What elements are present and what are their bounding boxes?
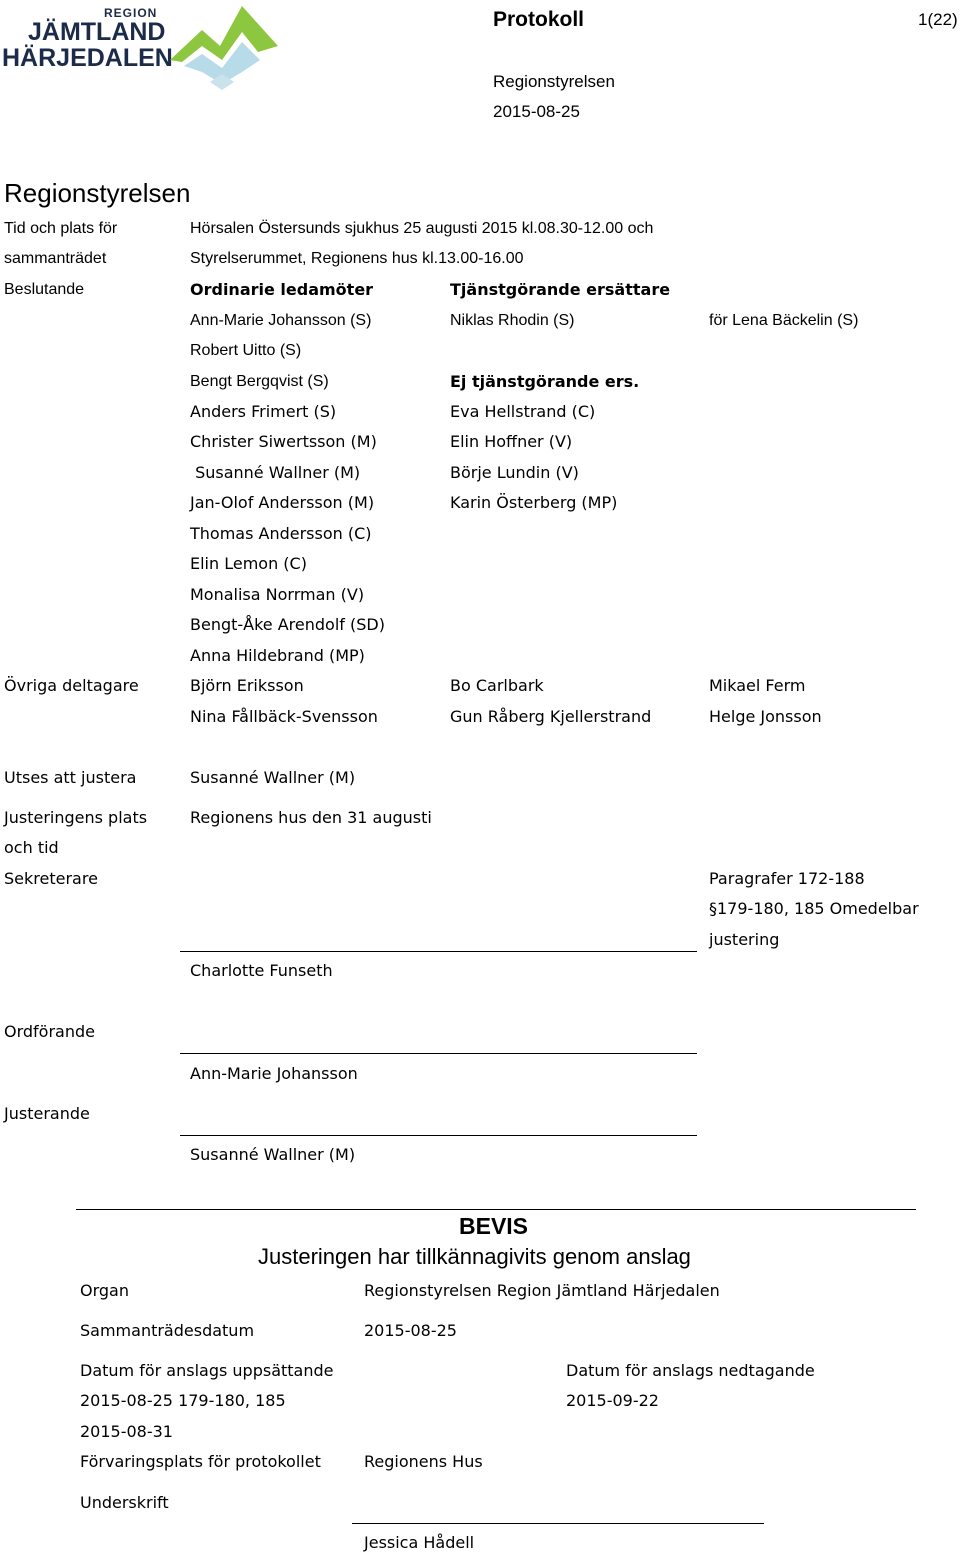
ordinarie-header: Ordinarie ledamöter [190, 280, 374, 299]
organ-label: Organ [80, 1281, 129, 1300]
ordinarie-member: Robert Uitto (S) [190, 342, 302, 359]
ersattare-replaces: för Lena Bäckelin (S) [709, 312, 859, 329]
utses-label: Utses att justera [4, 768, 137, 787]
document-type: Protokoll [493, 8, 585, 31]
mountain-logo-icon [162, 2, 282, 94]
page-title: Regionstyrelsen [4, 178, 191, 208]
ovriga-participant: Björn Eriksson [190, 676, 304, 695]
ej-tjanstgorande-member: Eva Hellstrand (C) [450, 402, 596, 421]
logo-text-small: REGION [104, 6, 158, 20]
forvaring-label: Förvaringsplats för protokollet [80, 1452, 321, 1471]
sekreterare-label: Sekreterare [4, 869, 98, 888]
ordinarie-member: Anders Frimert (S) [190, 402, 337, 421]
justerande-signature-line [180, 1135, 697, 1136]
paragrafer-line-3: justering [709, 930, 780, 949]
justerande-name: Susanné Wallner (M) [190, 1145, 356, 1164]
ordinarie-member: Bengt Bergqvist (S) [190, 373, 329, 390]
time-place-value-1: Hörsalen Östersunds sjukhus 25 augusti 2015 kl.08.30-12.00 och [190, 220, 654, 237]
ordinarie-member: Ann-Marie Johansson (S) [190, 312, 372, 329]
ovriga-participant: Bo Carlbark [450, 676, 544, 695]
time-place-label-2: sammanträdet [4, 250, 107, 267]
ej-tjanstgorande-member: Elin Hoffner (V) [450, 432, 573, 451]
ordforande-label: Ordförande [4, 1022, 95, 1041]
utses-value: Susanné Wallner (M) [190, 768, 356, 787]
sekreterare-signature-line [180, 951, 697, 952]
bevis-title: BEVIS [459, 1213, 529, 1239]
bevis-subtitle: Justeringen har tillkännagivits genom anslag [258, 1244, 691, 1269]
uppsattande-label: Datum för anslags uppsättande [80, 1361, 334, 1380]
sekreterare-name: Charlotte Funseth [190, 961, 333, 980]
sammantradesdatum-value: 2015-08-25 [364, 1321, 457, 1340]
uppsattande-value-1: 2015-08-25 179-180, 185 [80, 1391, 286, 1410]
ovriga-participant: Gun Råberg Kjellerstrand [450, 707, 652, 726]
logo-text-line1: JÄMTLAND [28, 18, 166, 46]
ovriga-label: Övriga deltagare [4, 676, 139, 695]
ovriga-participant: Nina Fållbäck-Svensson [190, 707, 378, 726]
sammantradesdatum-label: Sammanträdesdatum [80, 1321, 255, 1340]
paragrafer-line-1: Paragrafer 172-188 [709, 869, 865, 888]
header-organ: Regionstyrelsen [493, 72, 615, 91]
paragrafer-line-2: §179-180, 185 Omedelbar [709, 899, 919, 918]
time-place-value-2: Styrelserummet, Regionens hus kl.13.00-16.00 [190, 250, 524, 267]
ej-tjanstgorande-header: Ej tjänstgörande ers. [450, 372, 640, 391]
ersattare-header: Tjänstgörande ersättare [450, 280, 671, 299]
underskrift-label: Underskrift [80, 1493, 169, 1512]
ordinarie-member: Jan-Olof Andersson (M) [190, 493, 375, 512]
ordinarie-member: Bengt-Åke Arendolf (SD) [190, 615, 385, 634]
beslutande-label: Beslutande [4, 281, 85, 298]
header-date: 2015-08-25 [493, 102, 580, 121]
ej-tjanstgorande-member: Börje Lundin (V) [450, 463, 579, 482]
justering-plats-label-1: Justeringens plats [4, 808, 148, 827]
page-number: 1(22) [918, 10, 958, 29]
organ-value: Regionstyrelsen Region Jämtland Härjedalen [364, 1281, 720, 1300]
underskrift-name: Jessica Hådell [364, 1533, 475, 1552]
ordinarie-member: Monalisa Norrman (V) [190, 585, 365, 604]
nedtagande-value: 2015-09-22 [566, 1391, 659, 1410]
forvaring-value: Regionens Hus [364, 1452, 483, 1471]
ordinarie-member: Thomas Andersson (C) [190, 524, 372, 543]
ovriga-participant: Mikael Ferm [709, 676, 806, 695]
logo-text-line2: HÄRJEDALEN [2, 44, 173, 72]
nedtagande-label: Datum för anslags nedtagande [566, 1361, 815, 1380]
ordforande-name: Ann-Marie Johansson [190, 1064, 358, 1083]
bevis-top-rule [76, 1209, 916, 1210]
ordinarie-member: Elin Lemon (C) [190, 554, 307, 573]
ordinarie-member: Anna Hildebrand (MP) [190, 646, 365, 665]
justerande-label: Justerande [4, 1104, 90, 1123]
uppsattande-value-2: 2015-08-31 [80, 1422, 173, 1441]
justering-plats-value: Regionens hus den 31 augusti [190, 808, 432, 827]
ordforande-signature-line [180, 1053, 697, 1054]
underskrift-signature-line [352, 1523, 764, 1524]
justering-plats-label-2: och tid [4, 838, 59, 857]
ovriga-participant: Helge Jonsson [709, 707, 822, 726]
ersattare-member: Niklas Rhodin (S) [450, 312, 575, 329]
time-place-label-1: Tid och plats för [4, 220, 118, 237]
ej-tjanstgorande-member: Karin Österberg (MP) [450, 493, 618, 512]
ordinarie-member: Christer Siwertsson (M) [190, 432, 377, 451]
ordinarie-member: Susanné Wallner (M) [190, 463, 361, 482]
